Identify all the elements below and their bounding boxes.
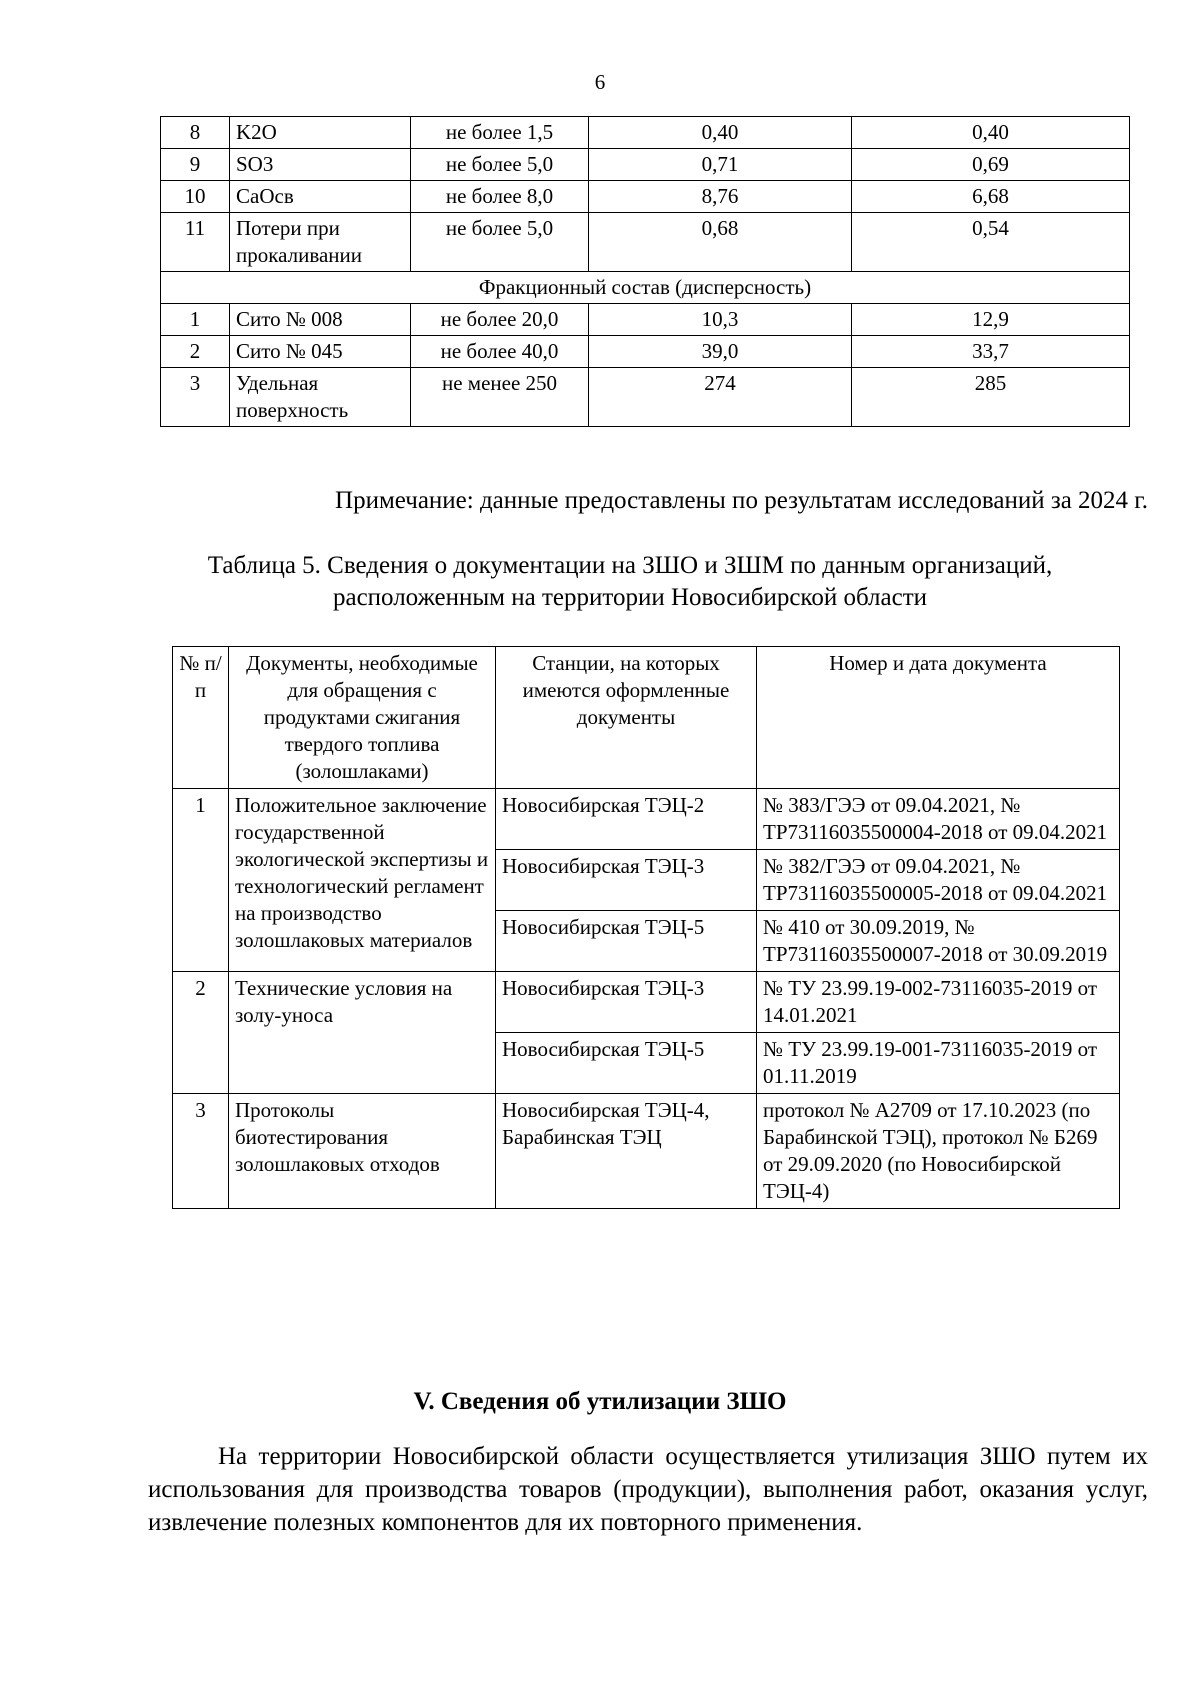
document-number-cell: № 383/ГЭЭ от 09.04.2021, № ТР73116035500004-2018 от 09.04.2021	[757, 789, 1120, 850]
table-row	[161, 368, 1130, 427]
table-note: Примечание: данные предоставлены по результатам исследований за 2024 г.	[335, 487, 1148, 514]
row-number: 11	[161, 213, 230, 272]
page-number: 6	[594, 70, 606, 94]
value-cell: 285	[852, 368, 1130, 427]
value-cell: 10,3	[589, 304, 852, 336]
table-row	[161, 149, 1130, 181]
row-number: 2	[173, 972, 229, 1094]
document-number-cell: № ТУ 23.99.19-001-73116035-2019 от 01.11.2019	[757, 1033, 1120, 1094]
value-cell: 0,69	[852, 149, 1130, 181]
row-number: 1	[161, 304, 230, 336]
norm-cell: не более 5,0	[411, 149, 589, 181]
row-number: 3	[173, 1094, 229, 1209]
composition-table	[160, 116, 1130, 427]
document-number-cell: № ТУ 23.99.19-002-73116035-2019 от 14.01.2021	[757, 972, 1120, 1033]
header-number-date: Номер и дата документа	[757, 647, 1120, 789]
table-row	[161, 213, 1130, 272]
station-cell: Новосибирская ТЭЦ-4, Барабинская ТЭЦ	[496, 1094, 757, 1209]
value-cell: 274	[589, 368, 852, 427]
paragraph-text: На территории Новосибирской области осуществляется утилизация ЗШО путем их использования для производства товаров (продукции), выполнения работ, оказания услуг, извлечение полезных компонентов для их повторного применения.	[148, 1443, 1148, 1536]
body-paragraph	[148, 1440, 1148, 1539]
indicator-cell: Сито № 008	[230, 304, 411, 336]
table-row	[161, 181, 1130, 213]
header-row	[173, 647, 1120, 789]
indicator-cell: CaOсв	[230, 181, 411, 213]
station-cell: Новосибирская ТЭЦ-5	[496, 911, 757, 972]
document-number-cell: № 382/ГЭЭ от 09.04.2021, № ТР73116035500005-2018 от 09.04.2021	[757, 850, 1120, 911]
indicator-cell: Сито № 045	[230, 336, 411, 368]
row-number: 2	[161, 336, 230, 368]
value-cell: 12,9	[852, 304, 1130, 336]
table-row	[161, 117, 1130, 149]
document-cell: Протоколы биотестирования золошлаковых отходов	[229, 1094, 496, 1209]
section-row	[161, 272, 1130, 304]
row-number: 1	[173, 789, 229, 972]
station-cell: Новосибирская ТЭЦ-3	[496, 972, 757, 1033]
value-cell: 8,76	[589, 181, 852, 213]
norm-cell: не более 8,0	[411, 181, 589, 213]
station-cell: Новосибирская ТЭЦ-2	[496, 789, 757, 850]
document-number-cell: № 410 от 30.09.2019, № ТР73116035500007-2018 от 30.09.2019	[757, 911, 1120, 972]
value-cell: 0,68	[589, 213, 852, 272]
value-cell: 6,68	[852, 181, 1130, 213]
value-cell: 0,40	[852, 117, 1130, 149]
row-number: 8	[161, 117, 230, 149]
documentation-table	[172, 646, 1120, 1209]
value-cell: 33,7	[852, 336, 1130, 368]
table-row	[161, 304, 1130, 336]
row-number: 10	[161, 181, 230, 213]
header-num: № п/п	[173, 647, 229, 789]
norm-cell: не более 20,0	[411, 304, 589, 336]
section-title: Фракционный состав (дисперсность)	[161, 272, 1130, 304]
indicator-cell: Удельная поверхность	[230, 368, 411, 427]
document-cell: Положительное заключение государственной экологической экспертизы и технологический регламент на производство золошлаковых материалов	[229, 789, 496, 972]
norm-cell: не менее 250	[411, 368, 589, 427]
value-cell: 39,0	[589, 336, 852, 368]
norm-cell: не более 5,0	[411, 213, 589, 272]
value-cell: 0,40	[589, 117, 852, 149]
document-cell: Технические условия на золу-уноса	[229, 972, 496, 1094]
norm-cell: не более 40,0	[411, 336, 589, 368]
norm-cell: не более 1,5	[411, 117, 589, 149]
indicator-cell: SO3	[230, 149, 411, 181]
station-cell: Новосибирская ТЭЦ-3	[496, 850, 757, 911]
table5-caption: Таблица 5. Сведения о документации на ЗШО и ЗШМ по данным организаций, расположенным на территории Новосибирской области	[207, 552, 1053, 611]
row-number: 9	[161, 149, 230, 181]
indicator-cell: K2O	[230, 117, 411, 149]
table-row	[161, 336, 1130, 368]
indicator-cell: Потери при прокаливании	[230, 213, 411, 272]
station-cell: Новосибирская ТЭЦ-5	[496, 1033, 757, 1094]
table-row	[173, 972, 1120, 1033]
value-cell: 0,54	[852, 213, 1130, 272]
value-cell: 0,71	[589, 149, 852, 181]
section-heading: V. Сведения об утилизации ЗШО	[413, 1388, 787, 1415]
header-docs: Документы, необходимые для обращения с продуктами сжигания твердого топлива (золошлаками)	[229, 647, 496, 789]
header-stations: Станции, на которых имеются оформленные документы	[496, 647, 757, 789]
document-number-cell: протокол № А2709 от 17.10.2023 (по Барабинской ТЭЦ), протокол № Б269 от 29.09.2020 (по Новосибирской ТЭЦ-4)	[757, 1094, 1120, 1209]
table-row	[173, 1094, 1120, 1209]
table-row	[173, 789, 1120, 850]
row-number: 3	[161, 368, 230, 427]
